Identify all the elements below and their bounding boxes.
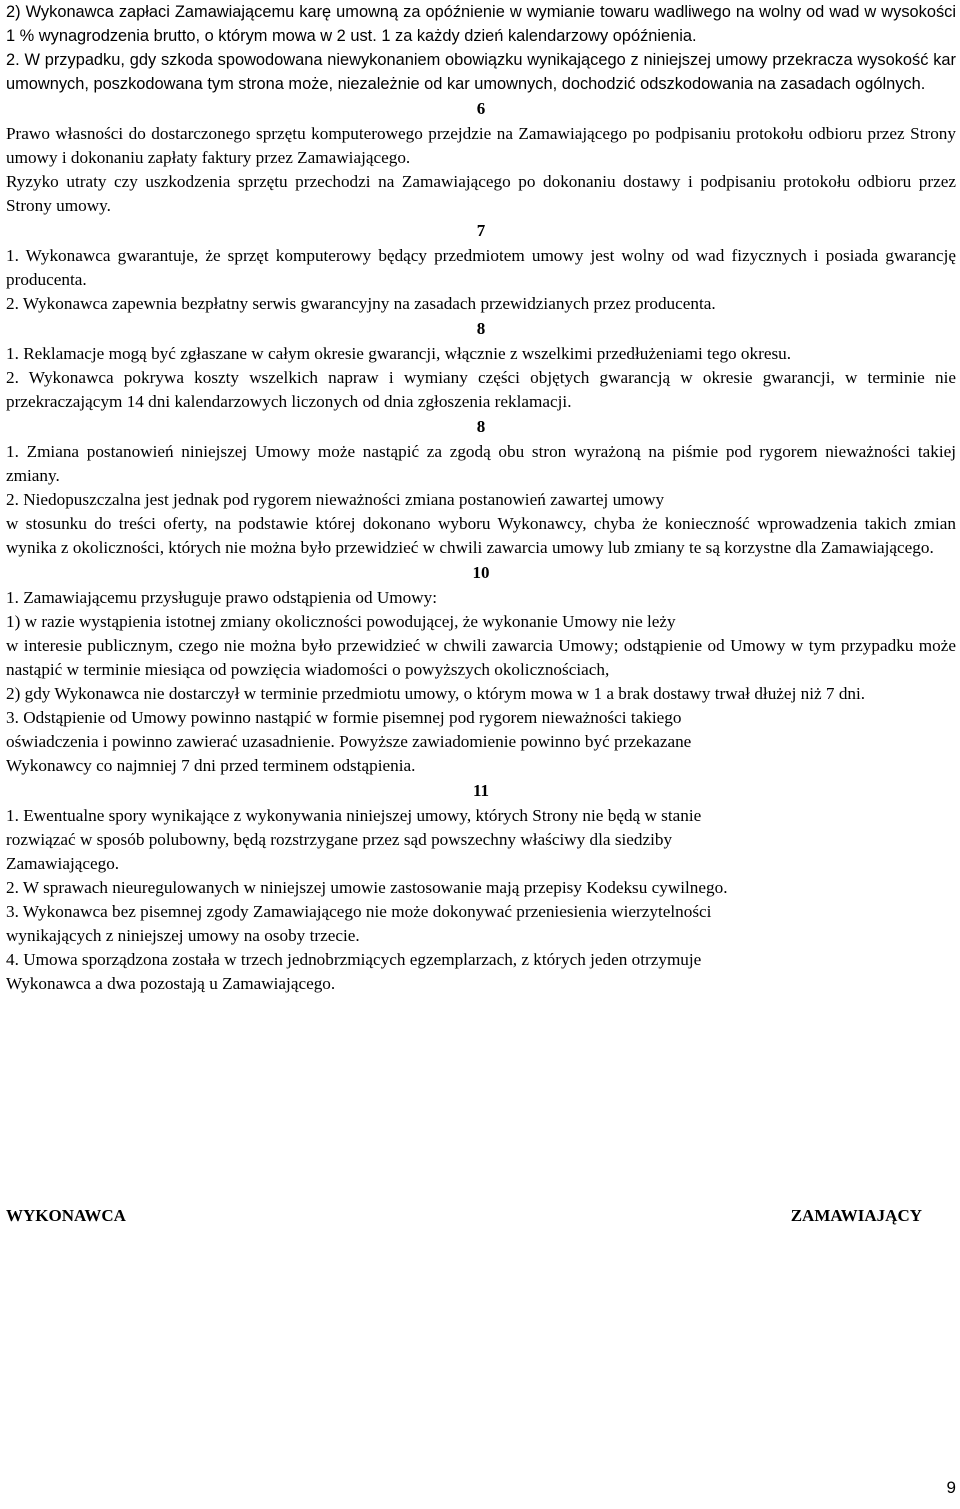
section-6-paragraph: Ryzyko utraty czy uszkodzenia sprzętu przechodzi na Zamawiającego po dokonaniu dostawy i podpisaniu protokołu odbioru przez Strony umowy. bbox=[6, 172, 956, 215]
intro-block bbox=[6, 0, 956, 96]
section-10-paragraph: 3. Odstąpienie od Umowy powinno nastąpić w formie pisemnej pod rygorem nieważności takiego bbox=[6, 708, 682, 727]
section-8a bbox=[6, 316, 956, 414]
section-11-paragraph: 2. W sprawach nieuregulowanych w niniejszej umowie zastosowanie mają przepisy Kodeksu cywilnego. bbox=[6, 878, 728, 897]
section-8b-paragraph: 1. Zmiana postanowień niniejszej Umowy może nastąpić za zgodą obu stron wyrażoną na piśmie pod rygorem nieważności takiej zmiany. bbox=[6, 442, 956, 485]
damages-paragraph: 2. W przypadku, gdy szkoda spowodowana niewykonaniem obowiązku wynikającego z niniejszej umowy przekracza wysokość kar umownych, poszkodowana tym strona może, niezależnie od kar umownych, dochodzić odszkodowania na zasadach ogólnych. bbox=[6, 51, 956, 93]
section-7-paragraph: 1. Wykonawca gwarantuje, że sprzęt komputerowy będący przedmiotem umowy jest wolny od wad fizycznych i posiada gwarancję producenta. bbox=[6, 246, 956, 289]
page-number: 9 bbox=[946, 1478, 956, 1497]
section-10-paragraph: 1) w razie wystąpienia istotnej zmiany okoliczności powodującej, że wykonanie Umowy nie leży bbox=[6, 612, 676, 631]
section-11 bbox=[6, 778, 956, 996]
signature-client: ZAMAWIAJĄCY bbox=[790, 1206, 922, 1225]
section-10 bbox=[6, 560, 956, 778]
section-heading-10: 10 bbox=[472, 563, 490, 582]
section-8b-paragraph: 2. Niedopuszczalna jest jednak pod rygorem nieważności zmiana postanowień zawartej umowy bbox=[6, 490, 665, 509]
section-heading-8b: 8 bbox=[476, 417, 486, 436]
section-11-paragraph: rozwiązać w sposób polubowny, będą rozstrzygane przez sąd powszechny właściwy dla siedziby bbox=[6, 830, 673, 849]
section-heading-11: 11 bbox=[472, 781, 490, 800]
section-8b-paragraph: w stosunku do treści oferty, na podstawie której dokonano wyboru Wykonawcy, chyba że konieczność wprowadzenia takich zmian wynika z okoliczności, których nie można było przewidzieć w chwili zawarcia umowy lub zmiany te są korzystne dla Zamawiającego. bbox=[6, 514, 956, 557]
section-8a-paragraph: 2. Wykonawca pokrywa koszty wszelkich napraw i wymiany części objętych gwarancją w okresie gwarancji, w terminie nie przekraczającym 14 dni kalendarzowych liczonych od dnia zgłoszenia reklamacji. bbox=[6, 368, 956, 411]
section-heading-8a: 8 bbox=[476, 319, 486, 338]
section-11-paragraph: 1. Ewentualne spory wynikające z wykonywania niniejszej umowy, których Strony nie będą w stanie bbox=[6, 806, 702, 825]
section-11-paragraph: 3. Wykonawca bez pisemnej zgody Zamawiającego nie może dokonywać przeniesienia wierzytelności bbox=[6, 902, 712, 921]
section-10-paragraph: 1. Zamawiającemu przysługuje prawo odstąpienia od Umowy: bbox=[6, 588, 437, 607]
section-10-paragraph: oświadczenia i powinno zawierać uzasadnienie. Powyższe zawiadomienie powinno być przekazane bbox=[6, 732, 692, 751]
section-6-paragraph: Prawo własności do dostarczonego sprzętu komputerowego przejdzie na Zamawiającego po podpisaniu protokołu odbioru przez Strony umowy i dokonaniu zapłaty faktury przez Zamawiającego. bbox=[6, 124, 956, 167]
section-11-paragraph: Zamawiającego. bbox=[6, 854, 120, 873]
section-11-paragraph: wynikających z niniejszej umowy na osoby trzecie. bbox=[6, 926, 360, 945]
section-8a-paragraph: 1. Reklamacje mogą być zgłaszane w całym okresie gwarancji, włącznie z wszelkimi przedłużeniami tego okresu. bbox=[6, 344, 792, 363]
section-10-paragraph: Wykonawcy co najmniej 7 dni przed terminem odstąpienia. bbox=[6, 756, 416, 775]
section-heading-7: 7 bbox=[476, 221, 486, 240]
section-11-paragraph: Wykonawca a dwa pozostają u Zamawiającego. bbox=[6, 974, 336, 993]
section-heading-6: 6 bbox=[476, 99, 486, 118]
section-6 bbox=[6, 96, 956, 218]
penalty-paragraph: 2) Wykonawca zapłaci Zamawiającemu karę umowną za opóźnienie w wymianie towaru wadliwego na wolny od wad w wysokości 1 % wynagrodzenia brutto, o którym mowa w 2 ust. 1 za każdy dzień kalendarzowy opóźnienia. bbox=[6, 3, 956, 45]
section-10-paragraph: w interesie publicznym, czego nie można było przewidzieć w chwili zawarcia Umowy; odstąpienie od Umowy w tym przypadku może nastąpić w terminie miesiąca od powzięcia wiadomości o powyższych okolicznościach, bbox=[6, 636, 956, 679]
section-7 bbox=[6, 218, 956, 316]
document-page bbox=[6, 0, 956, 1509]
section-10-paragraph: 2) gdy Wykonawca nie dostarczył w terminie przedmiotu umowy, o którym mowa w 1 a brak dostawy trwał dłużej niż 7 dni. bbox=[6, 684, 866, 703]
signature-contractor: WYKONAWCA bbox=[6, 1206, 126, 1225]
section-7-paragraph: 2. Wykonawca zapewnia bezpłatny serwis gwarancyjny na zasadach przewidzianych przez producenta. bbox=[6, 294, 716, 313]
section-11-paragraph: 4. Umowa sporządzona została w trzech jednobrzmiących egzemplarzach, z których jeden otrzymuje bbox=[6, 950, 702, 969]
section-8b bbox=[6, 414, 956, 560]
